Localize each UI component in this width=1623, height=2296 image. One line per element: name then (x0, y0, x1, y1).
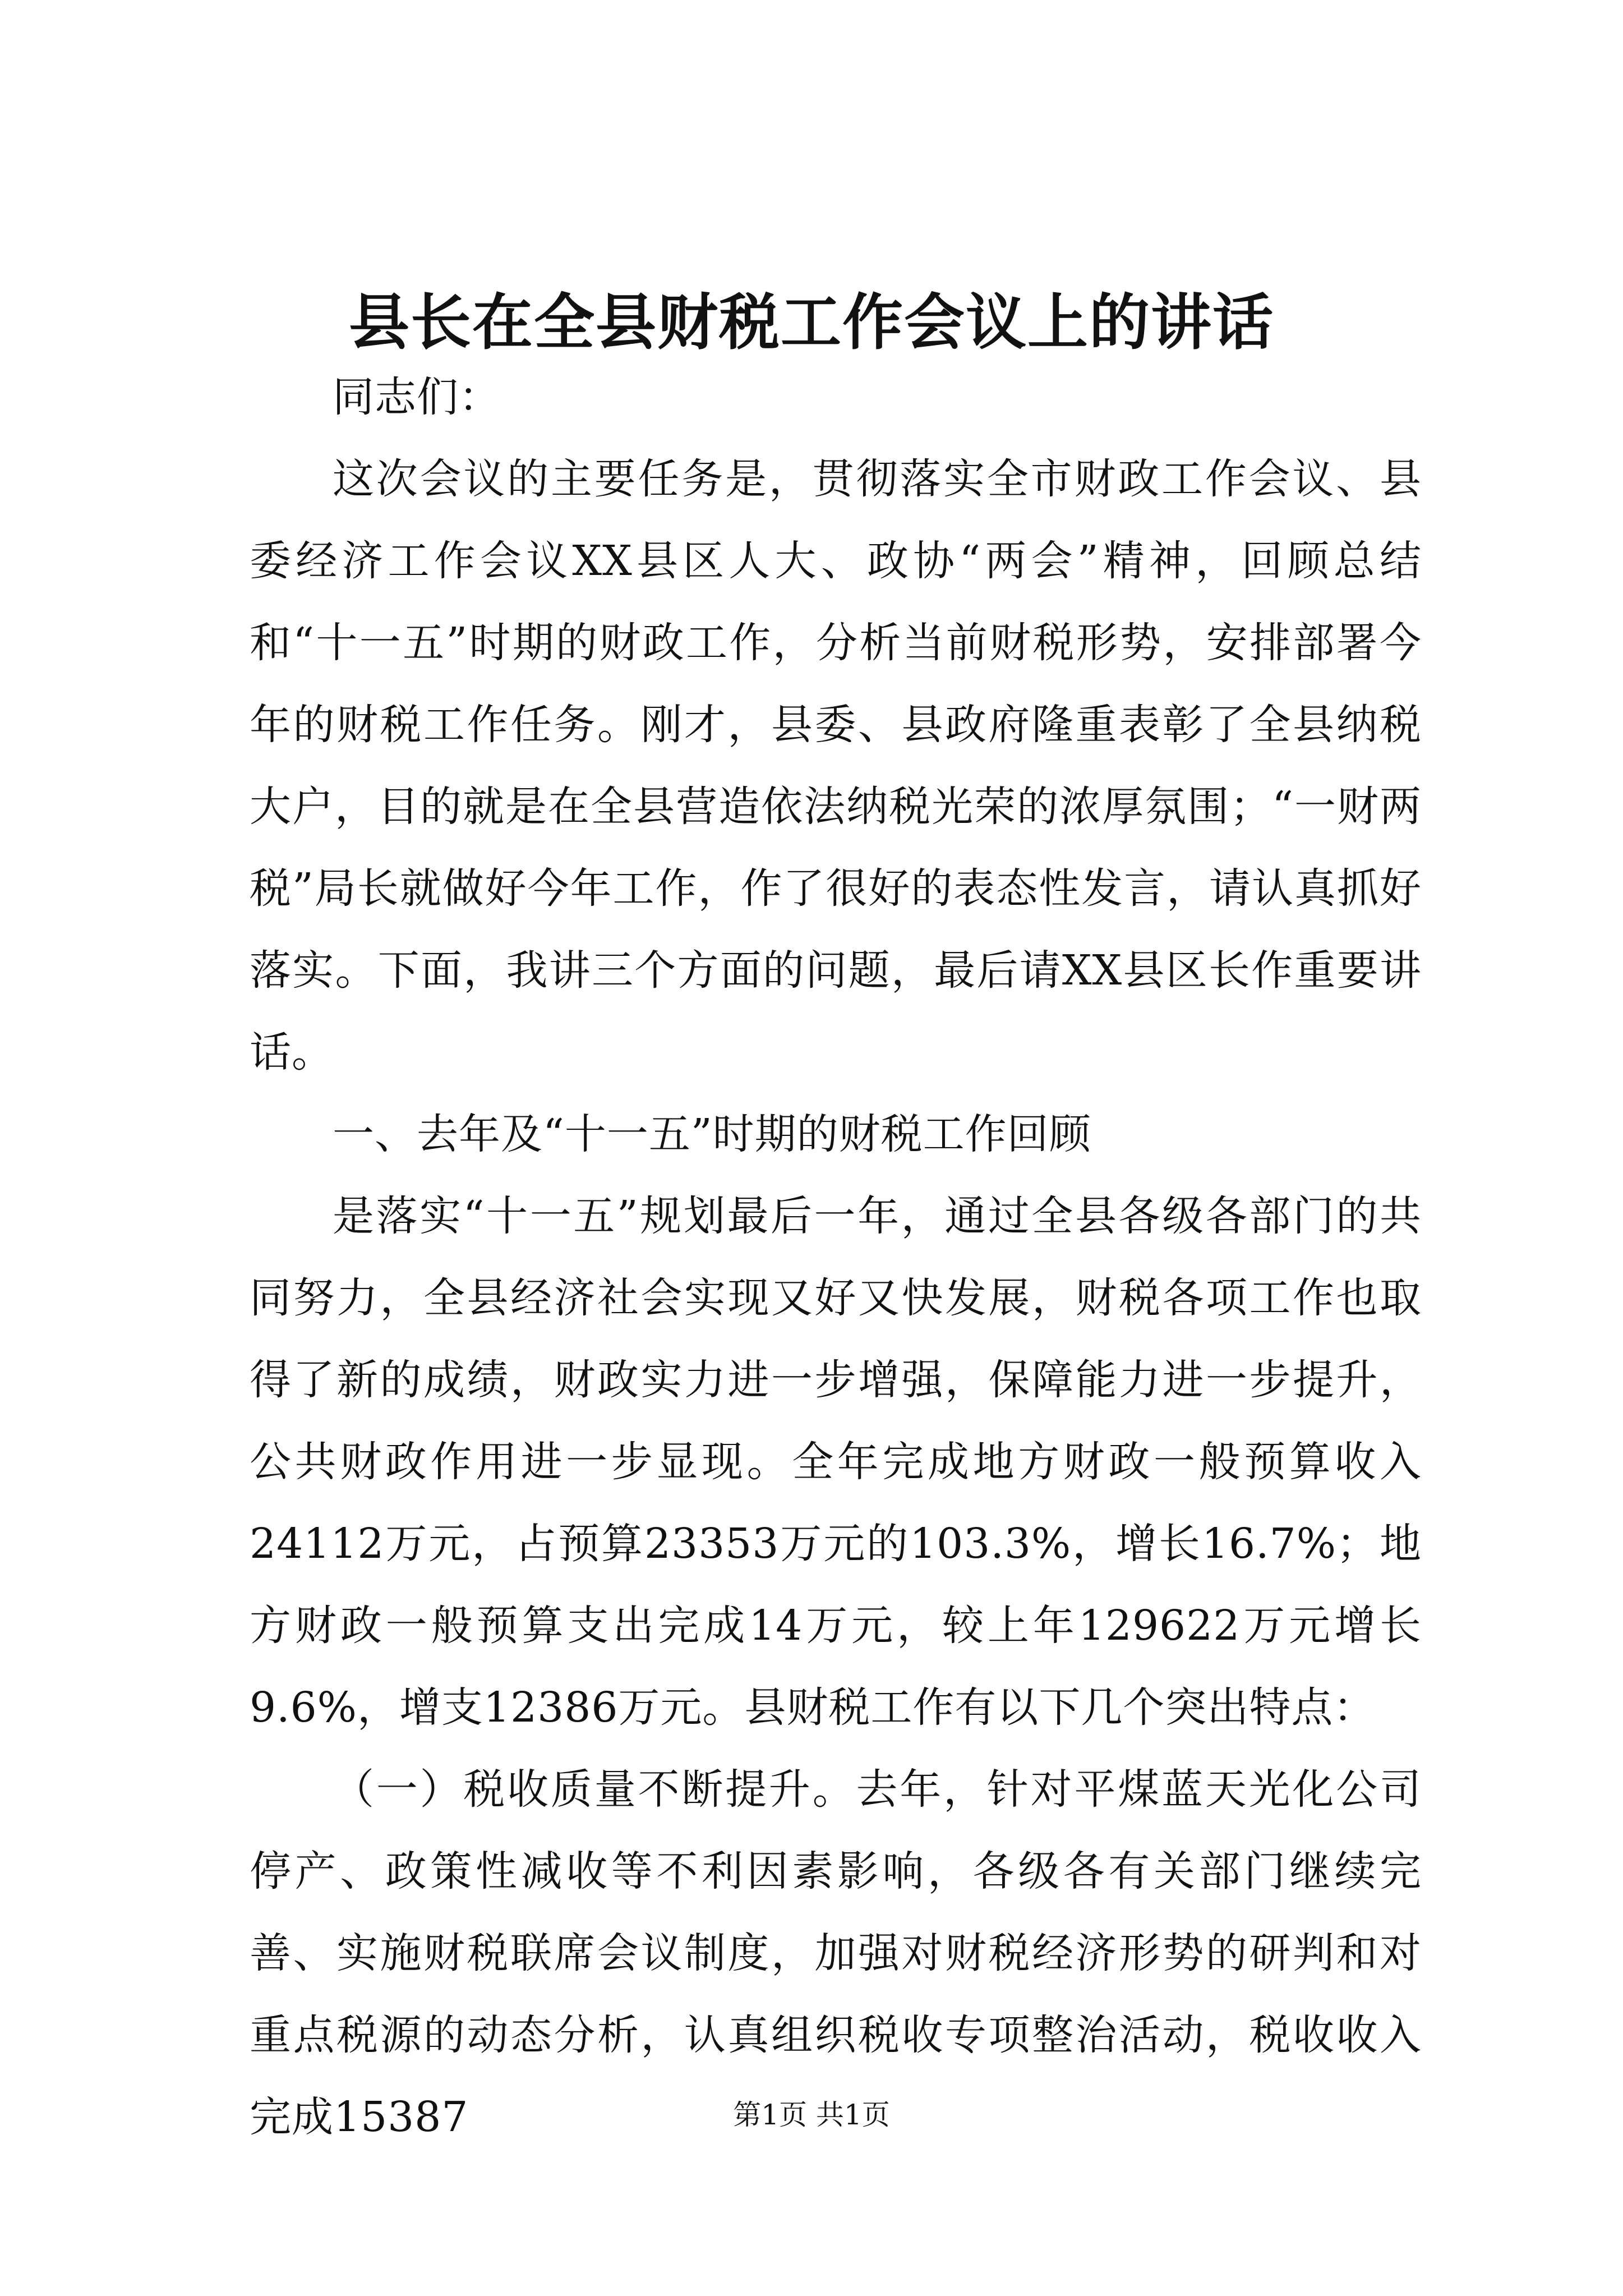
page-footer: 第1页 共1页 (733, 2099, 890, 2131)
section-heading-review: 一、去年及“十一五”时期的财税工作回顾 (333, 1110, 1091, 1158)
document-body (250, 356, 1422, 2158)
paragraph-salutation: 同志们： (333, 373, 501, 421)
page-title: 县长在全县财税工作会议上的讲话 (348, 287, 1274, 358)
paragraph-tax-quality: （一）税收质量不断提升。去年，针对平煤蓝天光化公司停产、政策性减收等不利因素影响，各级各有关部门继续完善、实施财税联席会议制度，加强对财税经济形势的研判和对重点税源的动态分析，认真组织税收专项整治活动，税收收入完成15387 (250, 1765, 1422, 2141)
paragraph-annual-results: 是落实“十一五”规划最后一年，通过全县各级各部门的共同努力，全县经济社会实现又好又快发展，财税各项工作也取得了新的成绩，财政实力进一步增强，保障能力进一步提升，公共财政作用进一步显现。全年完成地方财政一般预算收入24112万元，占预算23353万元的103.3%，增长16.7%；地方财政一般预算支出完成14万元，较上年129622万元增长9.6%，增支12386万元。县财税工作有以下几个突出特点： (250, 1192, 1422, 1732)
paragraph-meeting-purpose: 这次会议的主要任务是，贯彻落实全市财政工作会议、县委经济工作会议XX县区人大、政协“两会”精神，回顾总结和“十一五”时期的财政工作，分析当前财税形势，安排部署今年的财税工作任务。刚才，县委、县政府隆重表彰了全县纳税大户，目的就是在全县营造依法纳税光荣的浓厚氛围；“一财两税”局长就做好今年工作，作了很好的表态性发言，请认真抓好落实。下面，我讲三个方面的问题，最后请XX县区长作重要讲话。 (250, 455, 1422, 1076)
